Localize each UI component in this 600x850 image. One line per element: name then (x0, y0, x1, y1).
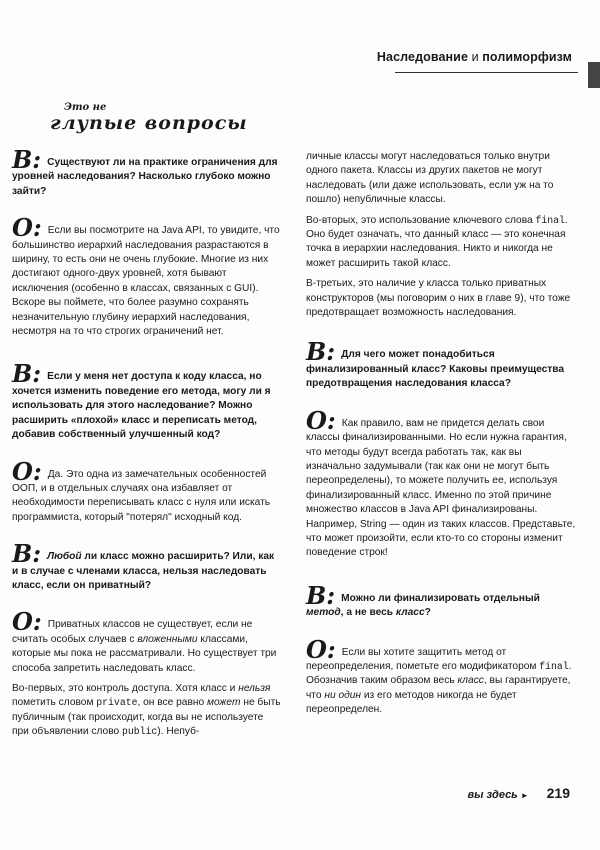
question-4: В: Для чего может понадобиться финализированный класс? Каковы преимущества предотвращения наследования класса? (306, 337, 565, 390)
answer-marker: О: (12, 213, 42, 243)
question-marker: В: (306, 337, 336, 367)
answer-marker: О: (12, 456, 42, 486)
header-rule (395, 72, 578, 73)
answer-marker: О: (306, 634, 336, 664)
section-title-big: глупые вопросы (50, 112, 248, 134)
question-3: В: Любой ли класс можно расширить? Или, как и в случае с членами класса, нельзя наследовать класс, если он приватный? (12, 539, 275, 591)
arrow-right-icon: ► (520, 791, 529, 800)
answer-3-paragraph-2: Во-первых, это контроль доступа. Хотя класс и нельзя пометить словом private, он все равно может не быть публичным (так происходит, когда вы не используете при объявлении слово public). Непуб- (12, 682, 281, 738)
answer-3-paragraph-4: В-третьих, это наличие у класса только приватных конструкторов (мы поговорим о них в главе 9), что тоже предотвращает возможность наследования. (306, 278, 571, 319)
answer-marker: О: (306, 405, 336, 435)
page-footer (467, 785, 570, 801)
answer-2: О: Да. Это одна из замечательных особенностей ООП, и в отдельных случаях она избавляет от необходимости переписывать класс с нуля или искать программиста, который "потерял" исходный код. (12, 456, 271, 523)
question-5: В: Можно ли финализировать отдельный метод, а не весь класс? (306, 580, 540, 619)
question-marker: В: (12, 539, 42, 569)
question-marker: В: (12, 145, 42, 174)
answer-4: О: Как правило, вам не придется делать свои классы финализированными. Но если нужна гарантия, что методы будут всегда работать так, как вы изначально задумывали (так как они не могут быть переопределены), то можете получить ее, используя финализированный класс. Именно по этой причине множество классов в Java API финализированы. Например, String — один из таких классов. Представьте, что может произойти, если кто-то со стороны изменит поведение строк! (306, 405, 576, 559)
answer-marker: О: (12, 607, 42, 637)
question-marker: В: (306, 580, 336, 610)
question-2: В: Если у меня нет доступа к коду класса, но хочется изменить поведение его метода, могу ли я использовать для этого наследование? Можно расширить «плохой» класс и переписать метод, добавив собственный улучшенный код? (12, 359, 271, 441)
answer-3-continuation: личные классы могут наследоваться только внутри одного пакета. Классы из других пакетов не могут наследовать (или даже использовать, если уж на то пошло) непубличные классы. (306, 151, 554, 206)
page-number: 219 (546, 785, 570, 801)
running-header: Наследование и полиморфизм (376, 50, 572, 64)
question-marker: В: (12, 359, 42, 389)
you-are-here-label: вы здесь ► (467, 789, 529, 801)
right-column (306, 150, 578, 727)
left-column (12, 145, 282, 746)
section-title (50, 103, 248, 133)
answer-3: О: Приватных классов не существует, если не считать особых случаев с вложенными классами, которые мы пока не рассматривали. Но существует три способа запретить наследовать класс. (12, 607, 277, 674)
question-1: В: Существуют ли на практике ограничения для уровней наследования? Насколько глубоко можно зайти? (12, 145, 278, 197)
chapter-edge-tab (588, 62, 600, 88)
answer-1: О: Если вы посмотрите на Java API, то увидите, что большинство иерархий наследования разрастаются в ширину, то есть они не очень глубокие. Многие из них достигают одного-двух уровней, хотя бывают исключения (особенно в классах, связанных с GUI). Вскоре вы поймете, что более разумно сохранять незначительную глубину иерархий наследования, несмотря на то что строгих ограничений нет. (12, 213, 280, 338)
answer-5: О: Если вы хотите защитить метод от переопределения, пометьте его модификатором final. Обозначив таким образом весь класс, вы гарантируете, что ни один из его методов никогда не будет переопределен. (306, 634, 572, 716)
answer-3-paragraph-3: Во-вторых, это использование ключевого слова final. Оно будет означать, что данный класс — это конечная точка в иерархии наследования. Никто и никогда не может расширить такой класс. (306, 214, 568, 269)
section-title-small: Это не (64, 102, 107, 113)
